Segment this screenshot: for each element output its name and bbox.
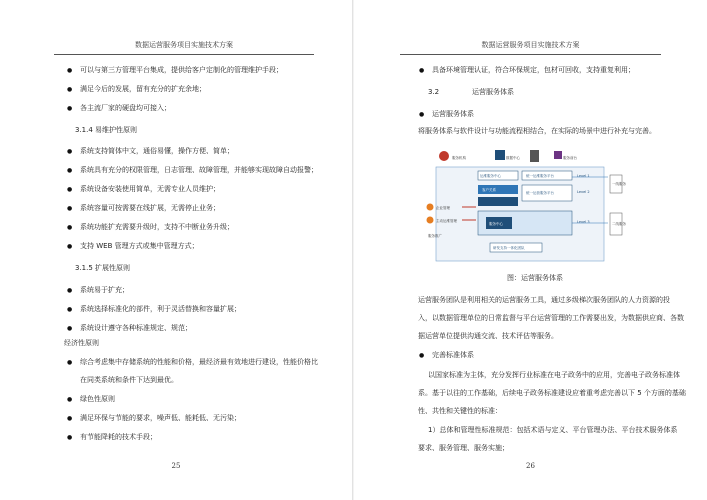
server-icon <box>530 150 539 162</box>
top-label: 服务前台 <box>563 156 577 160</box>
page-header: 数据运营服务项目实施技术方案 <box>400 40 661 55</box>
bullet-item: ● 运营服务体系 <box>432 110 474 119</box>
paragraph-line: 1）总体和管理性标准规范：包括术语与定义、平台管理办法、平台技术服务体系 <box>428 426 678 434</box>
figure-caption: 图：运营服务体系 <box>507 274 563 282</box>
paragraph-line: 在同类系统和条件下达到最优。 <box>80 376 178 384</box>
paragraph-line: 将服务体系与软件设计与功能流程相结合，在实际的场景中进行补充与完善。 <box>418 127 656 135</box>
left-page <box>0 0 353 500</box>
box-label: 服务中心 <box>489 222 503 226</box>
section-title: 运营服务体系 <box>472 88 514 96</box>
page-header: 数据运营服务项目实施技术方案 <box>54 40 314 55</box>
bullet-item: ● 系统具有充分的权限管理，日志管理、故障管理，并能够实现故障自动报警； <box>80 166 318 175</box>
section-heading: 3.1.4 易维护性原则 <box>75 126 138 134</box>
ops-icon <box>427 217 434 224</box>
paragraph-line: 据运营单位提供沟通交流、技术评估等服务。 <box>418 332 558 340</box>
bullet-item: ● 可以与第三方管理平台集成，提供给客户定制化的管理维护手段； <box>80 66 283 75</box>
bullet-item: ● 有节能降耗的技术手段； <box>80 433 157 442</box>
page-number: 25 <box>171 462 181 470</box>
bullet-item: ● 完善标准体系 <box>432 351 474 360</box>
bullet-item: ● 系统设计遵守各种标准规定、规范； <box>80 324 192 333</box>
paragraph-line: 入，以数据管理单位的日常监督与平台运营管理的工作需要出发，为数据供应商、各数 <box>418 314 684 322</box>
bullet-item: ● 系统功能扩充需要升级时，支持不中断业务升级； <box>80 223 234 232</box>
bullet-item: ● 综合考虑集中存储系统的性能和价格，最经济最有效地进行建设，性能价格比 <box>80 358 318 367</box>
diagram-box <box>478 197 518 206</box>
bullet-item: ● 各主流厂家的硬盘均可接入； <box>80 104 171 113</box>
section-heading: 3.1.5 扩展性原则 <box>75 264 131 272</box>
paragraph-line: 要求、服务管理、服务实施； <box>418 444 509 452</box>
top-label: 服务机构 <box>452 156 466 160</box>
box-label: 统一运营服务平台 <box>526 191 554 195</box>
right-page <box>354 0 707 500</box>
service-org-icon <box>439 151 449 161</box>
level-label: Level 3 <box>577 220 590 224</box>
left-label: 主动运维管理 <box>436 219 457 223</box>
top-icons <box>439 150 577 162</box>
paragraph-line: 以国家标准为主体，充分发挥行业标准在电子政务中的应用，完善电子政务标准体 <box>428 371 680 379</box>
paragraph-line: 性、共性和关键性的标准： <box>418 407 502 415</box>
users-icon <box>495 150 505 160</box>
section-heading: 经济性原则 <box>64 339 99 347</box>
bullet-item: ● 系统容量可按需要在线扩展，无需停止业务； <box>80 204 220 213</box>
box-label: 客户关系 <box>482 188 496 192</box>
bullet-item: ● 满足今后的发展，留有充分的扩充余地； <box>80 85 206 94</box>
level-label: Level 1 <box>577 174 590 178</box>
bullet-item: ● 绿色性原则 <box>80 395 115 404</box>
paragraph-line: 系。基于以往的工作基础，后续电子政务标准建设应着重考虑完善以下 5 个方面的基础 <box>418 389 686 397</box>
box-label: 运维服务中心 <box>480 174 501 178</box>
service-system-diagram <box>422 147 644 265</box>
side-label: 一线服务 <box>612 182 626 186</box>
enterprise-icon <box>427 204 434 211</box>
top-label: 数据中心 <box>506 156 520 160</box>
page-number: 26 <box>526 462 535 470</box>
bullet-item: ● 系统选择标准化的部件，利于灵活替换和容量扩展； <box>80 305 241 314</box>
side-label: 二线服务 <box>612 222 626 226</box>
bullet-item: ● 系统易于扩充； <box>80 286 129 295</box>
left-label: 企业管理 <box>436 206 450 210</box>
bullet-item: ● 具备环境管理认证，符合环保规定，包材可回收，支持重复利用； <box>432 66 635 75</box>
bullet-item: ● 满足环保与节能的要求，噪声低、能耗低、无污染； <box>80 414 241 423</box>
paragraph-line: 运营服务团队是利用相关的运营服务工具，通过多级梯次服务团队的人力资源的投 <box>418 296 670 304</box>
service-front-icon <box>554 151 562 159</box>
bullet-item: ● 系统支持简体中文，通俗易懂，操作方便、简单； <box>80 147 234 156</box>
box-label: 研发支持一体化团队 <box>493 246 525 250</box>
section-number: 3.2 <box>428 88 440 96</box>
bullet-item: ● 支持 WEB 管理方式或集中管理方式； <box>80 242 199 251</box>
bullet-item: ● 系统设备安装使用简单，无需专业人员维护； <box>80 185 220 194</box>
diagram-svg <box>422 147 644 265</box>
box-label: 统一运维服务平台 <box>526 174 554 178</box>
left-label: 服务推广 <box>428 234 442 238</box>
level-label: Level 2 <box>577 190 590 194</box>
